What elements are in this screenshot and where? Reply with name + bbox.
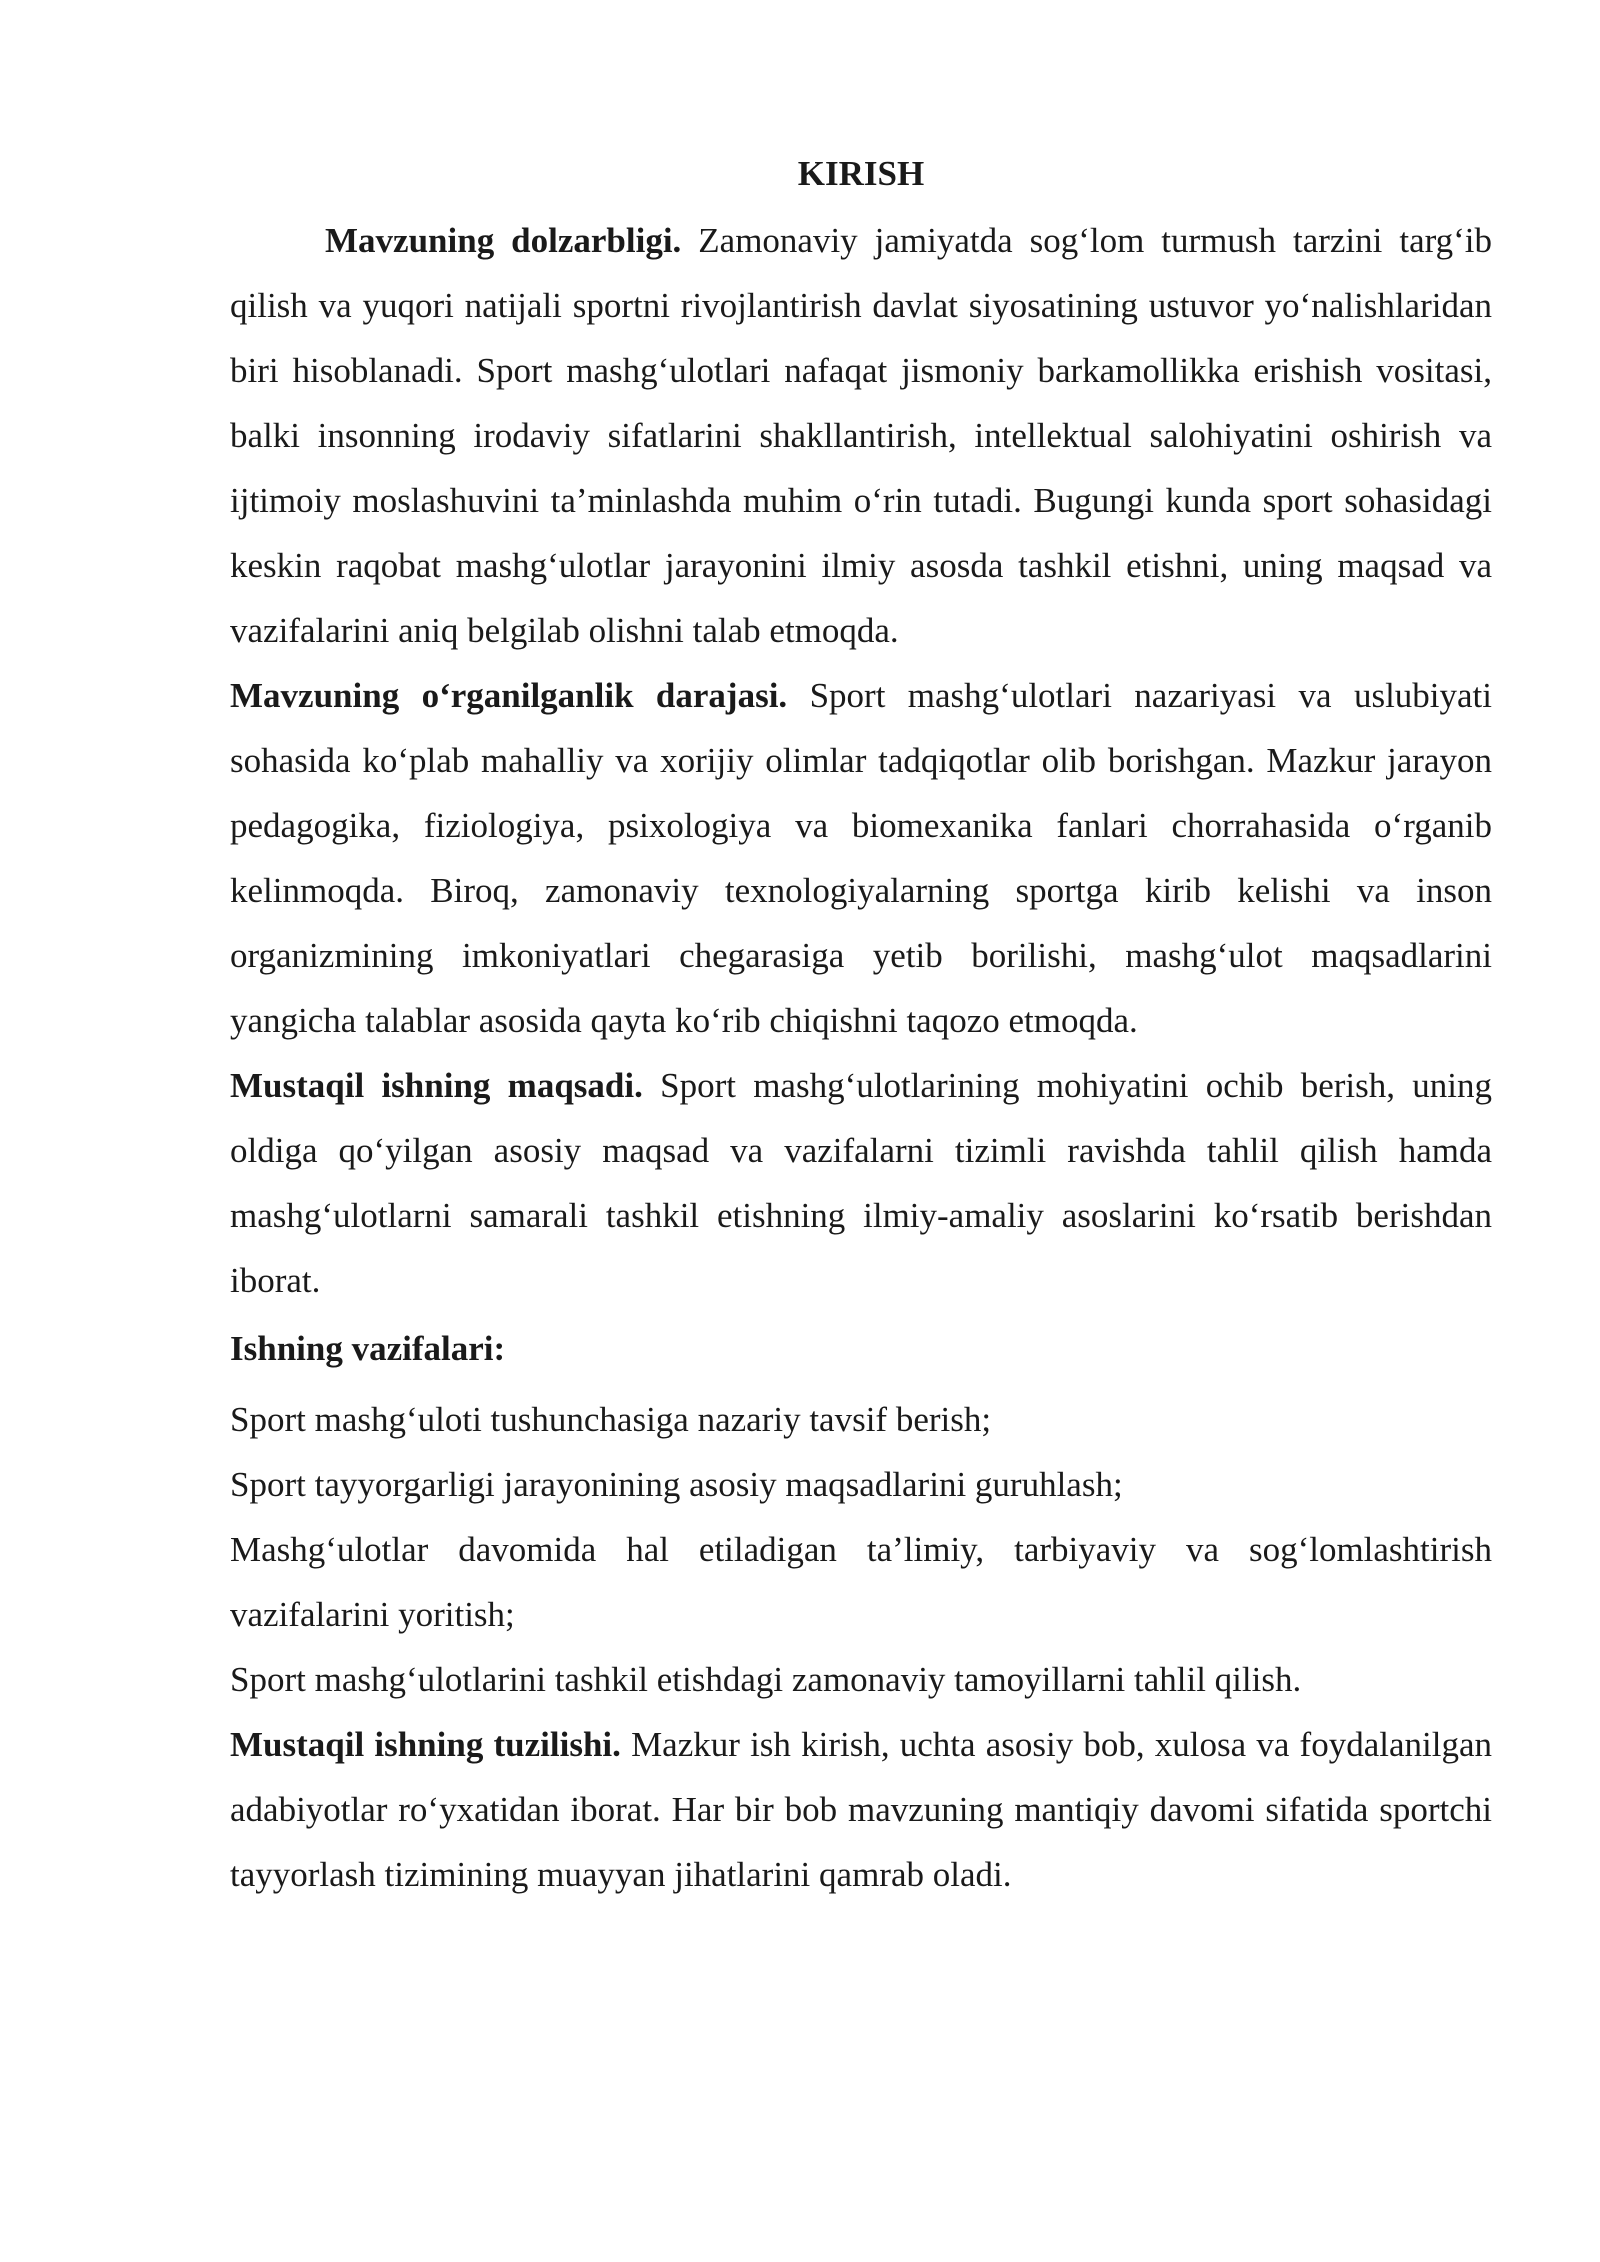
goal-lead: Mustaqil ishning maqsadi. (230, 1066, 643, 1105)
page-title: KIRISH (797, 154, 925, 193)
relevance-lead: Mavzuning dolzarbligi. (325, 221, 682, 260)
document-page (230, 140, 1492, 1907)
list-item: Sport mashg‘ulotlarini tashkil etishdagi zamonaviy tamoyillarni tahlil qilish. (230, 1660, 1302, 1699)
relevance-text: Zamonaviy jamiyatda sog‘lom turmush tarzini targ‘ib qilish va yuqori natijali sportni rivojlantirish davlat siyosatining ustuvor yo‘nalishlaridan biri hisoblanadi. Sport mashg‘ulotlari nafaqat jismoniy barkamollikka erishish vositasi, balki insonning irodaviy sifatlarini shakllantirish, intellektual salohiyatini oshirish va ijtimoiy moslashuvini ta’minlashda muhim o‘rin tutadi. Bugungi kunda sport sohasidagi keskin raqobat mashg‘ulotlar jarayonini ilmiy asosda tashkil etishni, uning maqsad va vazifalarini aniq belgilab olishni talab etmoqda. (230, 221, 1493, 650)
tasks-list (230, 1387, 1492, 1712)
goal-paragraph (230, 1053, 1492, 1313)
structure-paragraph (230, 1712, 1492, 1907)
structure-text: Mazkur ish kirish, uchta asosiy bob, xulosa va foydalanilgan adabiyotlar ro‘yxatidan iborat. Har bir bob mavzuning mantiqiy davomi sifatida sportchi tayyorlash tizimining muayyan jihatlarini qamrab oladi. (230, 1725, 1492, 1894)
tasks-heading: Ishning vazifalari: (230, 1329, 506, 1368)
goal-text: Sport mashg‘ulotlarining mohiyatini ochib berish, uning oldiga qo‘yilgan asosiy maqsad va vazifalarni tizimli ravishda tahlil qilish hamda mashg‘ulotlarni samarali tashkil etishning ilmiy-amaliy asoslarini ko‘rsatib berishdan iborat. (230, 1066, 1492, 1300)
study-degree-text: Sport mashg‘ulotlari nazariyasi va uslubiyati sohasida ko‘plab mahalliy va xorijiy olimlar tadqiqotlar olib borishgan. Mazkur jarayon pedagogika, fiziologiya, psixologiya va biomexanika fanlari chorrahasida o‘rganib kelinmoqda. Biroq, zamonaviy texnologiyalarning sportga kirib kelishi va inson organizmining imkoniyatlari chegarasiga yetib borilishi, mashg‘ulot maqsadlarini yangicha talablar asosida qayta ko‘rib chiqishni taqozo etmoqda. (230, 676, 1492, 1040)
structure-lead: Mustaqil ishning tuzilishi. (230, 1725, 621, 1764)
relevance-paragraph (230, 208, 1492, 663)
list-item: Sport tayyorgarligi jarayonining asosiy maqsadlarini guruhlash; (230, 1465, 1123, 1504)
list-item: Mashg‘ulotlar davomida hal etiladigan ta’limiy, tarbiyaviy va sog‘lomlashtirish vazifalarini yoritish; (230, 1530, 1492, 1634)
study-degree-paragraph (230, 663, 1492, 1053)
study-degree-lead: Mavzuning o‘rganilganlik darajasi. (230, 676, 788, 715)
list-item: Sport mashg‘uloti tushunchasiga nazariy tavsif berish; (230, 1400, 992, 1439)
